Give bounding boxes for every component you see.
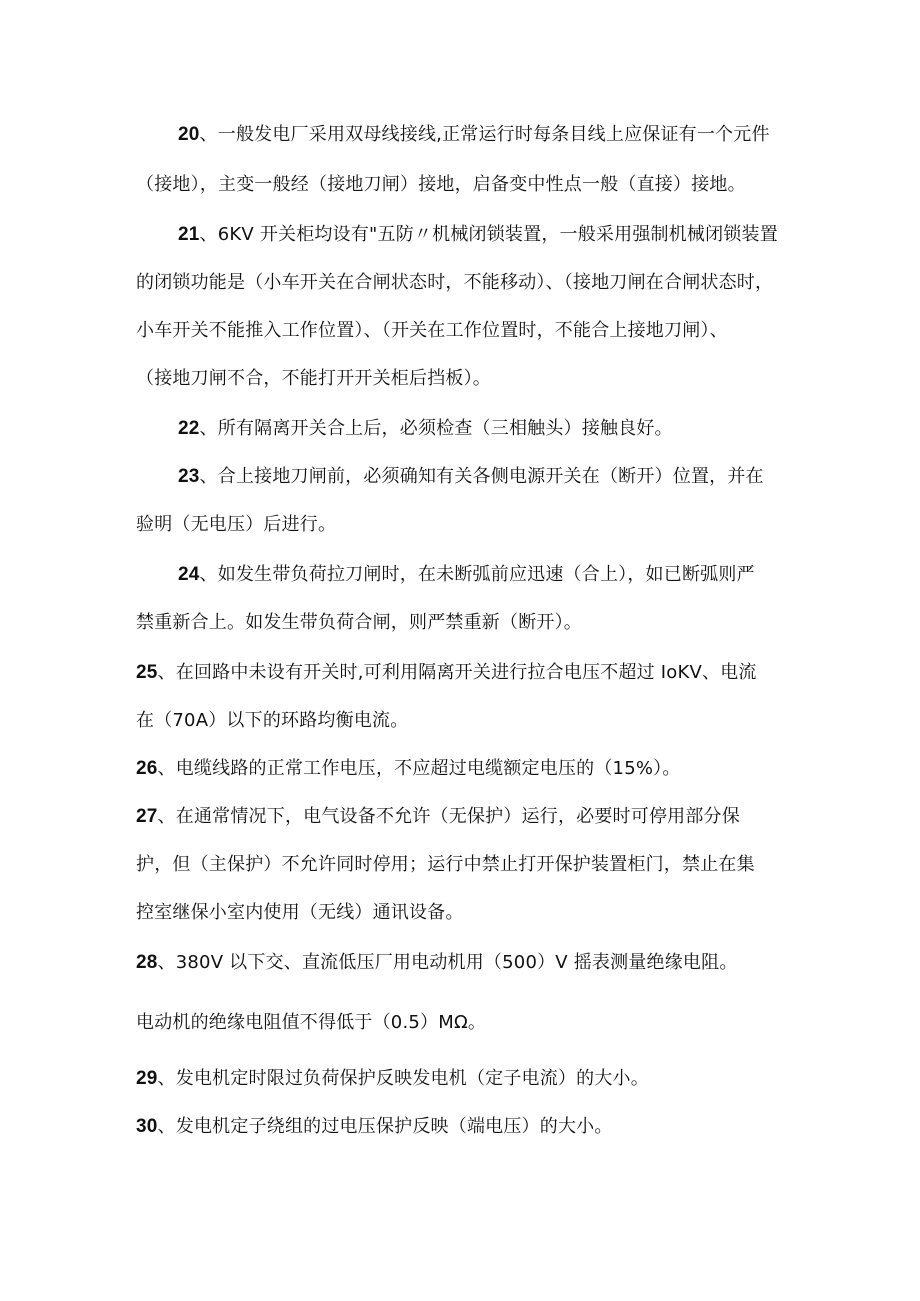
item-20-line-1 bbox=[178, 122, 770, 148]
item-text: 、在回路中未设有开关时,可利用隔离开关进行拉合电压不超过 IoKV、电流 bbox=[157, 662, 757, 683]
item-20-line-2 bbox=[136, 172, 746, 198]
item-21-line-2 bbox=[136, 270, 773, 296]
item-text: 、6KV 开关柜均设有"五防〃机械闭锁装置，一般采用强制机械闭锁装置 bbox=[199, 224, 778, 245]
item-number: 26 bbox=[136, 758, 158, 779]
item-number: 24 bbox=[178, 564, 200, 585]
item-26-line-1 bbox=[136, 756, 681, 782]
item-text: 、380V 以下交、直流低压厂用电动机用（500）V 摇表测量绝缘电阻。 bbox=[157, 952, 738, 973]
item-number: 30 bbox=[136, 1116, 158, 1137]
item-number: 25 bbox=[136, 662, 158, 683]
item-text: 、合上接地刀闸前，必须确知有关各侧电源开关在（断开）位置，并在 bbox=[199, 466, 764, 487]
item-number: 29 bbox=[136, 1068, 158, 1089]
item-number: 22 bbox=[178, 418, 200, 439]
item-27-line-3 bbox=[136, 900, 464, 926]
item-text: （接地），主变一般经（接地刀闸）接地，启备变中性点一般（直接）接地。 bbox=[136, 174, 746, 195]
item-text: 、所有隔离开关合上后，必须检查（三相触头）接触良好。 bbox=[199, 418, 673, 439]
item-text: （接地刀闸不合，不能打开开关柜后挡板）。 bbox=[136, 368, 491, 389]
item-21-line-1 bbox=[178, 222, 778, 248]
item-text: 、发电机定子绕组的过电压保护反映（端电压）的大小。 bbox=[157, 1116, 613, 1137]
item-number: 23 bbox=[178, 466, 200, 487]
item-22-line-1 bbox=[178, 416, 673, 442]
item-21-line-4 bbox=[136, 366, 491, 392]
item-24-line-1 bbox=[178, 562, 755, 588]
item-text: 在（70A）以下的环路均衡电流。 bbox=[136, 710, 409, 731]
item-text: 小车开关不能推入工作位置）、（开关在工作位置时，不能合上接地刀闸）、 bbox=[136, 320, 728, 341]
item-text: 、发电机定时限过负荷保护反映发电机（定子电流）的大小。 bbox=[157, 1068, 649, 1089]
item-28-line-1 bbox=[136, 950, 738, 976]
item-24-line-2 bbox=[136, 610, 582, 636]
item-29-line-1 bbox=[136, 1066, 649, 1092]
item-text: 验明（无电压）后进行。 bbox=[136, 514, 337, 535]
item-27-line-1 bbox=[136, 804, 740, 830]
item-number: 21 bbox=[178, 224, 200, 245]
item-27-line-2 bbox=[136, 852, 755, 878]
item-text: 电动机的绝缘电阻值不得低于（0.5）MΩ。 bbox=[136, 1012, 487, 1033]
item-text: 、如发生带负荷拉刀闸时，在未断弧前应迅速（合上），如已断弧则严 bbox=[199, 564, 755, 585]
item-text: 、在通常情况下，电气设备不允许（无保护）运行，必要时可停用部分保 bbox=[157, 806, 740, 827]
item-23-line-1 bbox=[178, 464, 764, 490]
item-text: 、一般发电厂采用双母线接线,正常运行时每条目线上应保证有一个元件 bbox=[199, 124, 770, 145]
item-text: 、电缆线路的正常工作电压，不应超过电缆额定电压的（15%）。 bbox=[157, 758, 681, 779]
item-25-line-1 bbox=[136, 660, 757, 686]
item-28-line-2 bbox=[136, 1010, 486, 1036]
item-23-line-2 bbox=[136, 512, 336, 538]
item-text: 控室继保小室内使用（无线）通讯设备。 bbox=[136, 902, 464, 923]
item-number: 27 bbox=[136, 806, 158, 827]
item-30-line-1 bbox=[136, 1114, 613, 1140]
item-text: 的闭锁功能是（小车开关在合闸状态时，不能移动）、（接地刀闸在合闸状态时， bbox=[136, 272, 774, 293]
item-number: 20 bbox=[178, 124, 200, 145]
item-text: 禁重新合上。如发生带负荷合闸，则严禁重新（断开）。 bbox=[136, 612, 582, 633]
item-text: 护，但（主保护）不允许同时停用；运行中禁止打开保护装置柜门，禁止在集 bbox=[136, 854, 755, 875]
item-21-line-3 bbox=[136, 318, 728, 344]
item-25-line-2 bbox=[136, 708, 408, 734]
item-number: 28 bbox=[136, 952, 158, 973]
